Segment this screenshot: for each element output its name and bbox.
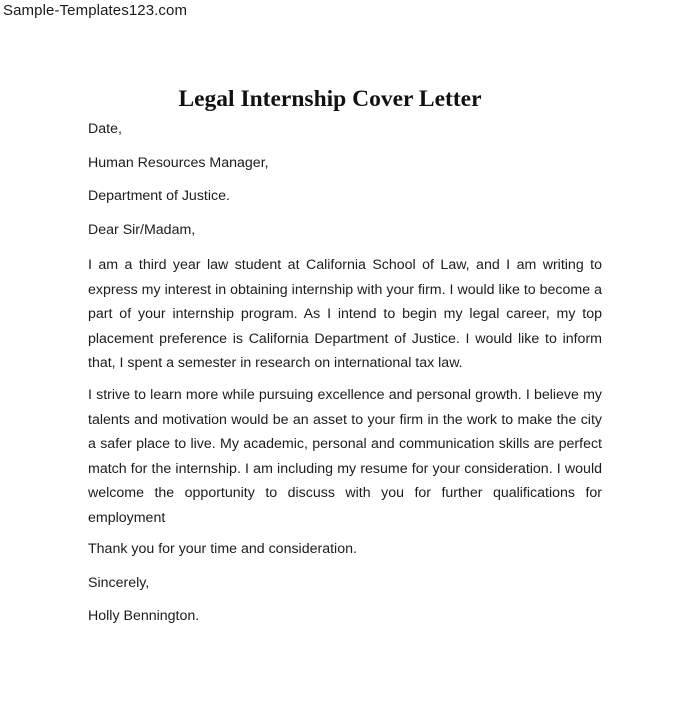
paragraph-line: employment <box>88 509 166 526</box>
paragraph-line: talents and motivation would be an asset to your firm in the work to make the city <box>88 411 602 428</box>
body-paragraph-1 <box>88 253 602 376</box>
paragraph-line: that, I spent a semester in research on international tax law. <box>88 355 463 372</box>
watermark-text: Sample-Templates123.com <box>3 2 188 19</box>
paragraph-line: I am a third year law student at California School of Law, and I am writing to <box>88 257 602 273</box>
sign-off-line: Sincerely, <box>88 575 150 591</box>
date-line: Date, <box>88 121 122 137</box>
thanks-line: Thank you for your time and consideration. <box>88 541 357 557</box>
salutation-line: Dear Sir/Madam, <box>88 222 196 238</box>
paragraph-line: part of your internship program. As I intend to begin my legal career, my top <box>88 306 602 323</box>
document-title: Legal Internship Cover Letter <box>178 86 482 112</box>
signature-name: Holly Bennington. <box>88 608 200 624</box>
paragraph-line: express my interest in obtaining internship with your firm. I would like to become a <box>88 281 602 298</box>
paragraph-line: placement preference is California Department of Justice. I would like to inform <box>88 330 602 347</box>
paragraph-line: I strive to learn more while pursuing excellence and personal growth. I believe my <box>88 387 602 403</box>
paragraph-line: match for the internship. I am including my resume for your consideration. I would <box>88 460 602 477</box>
department-line: Department of Justice. <box>88 188 230 204</box>
paragraph-line: a safer place to live. My academic, personal and communication skills are perfect <box>88 436 602 453</box>
body-paragraph-2 <box>88 383 602 531</box>
paragraph-line: welcome the opportunity to discuss with you for further qualifications for <box>88 485 602 502</box>
recipient-line: Human Resources Manager, <box>88 155 269 171</box>
